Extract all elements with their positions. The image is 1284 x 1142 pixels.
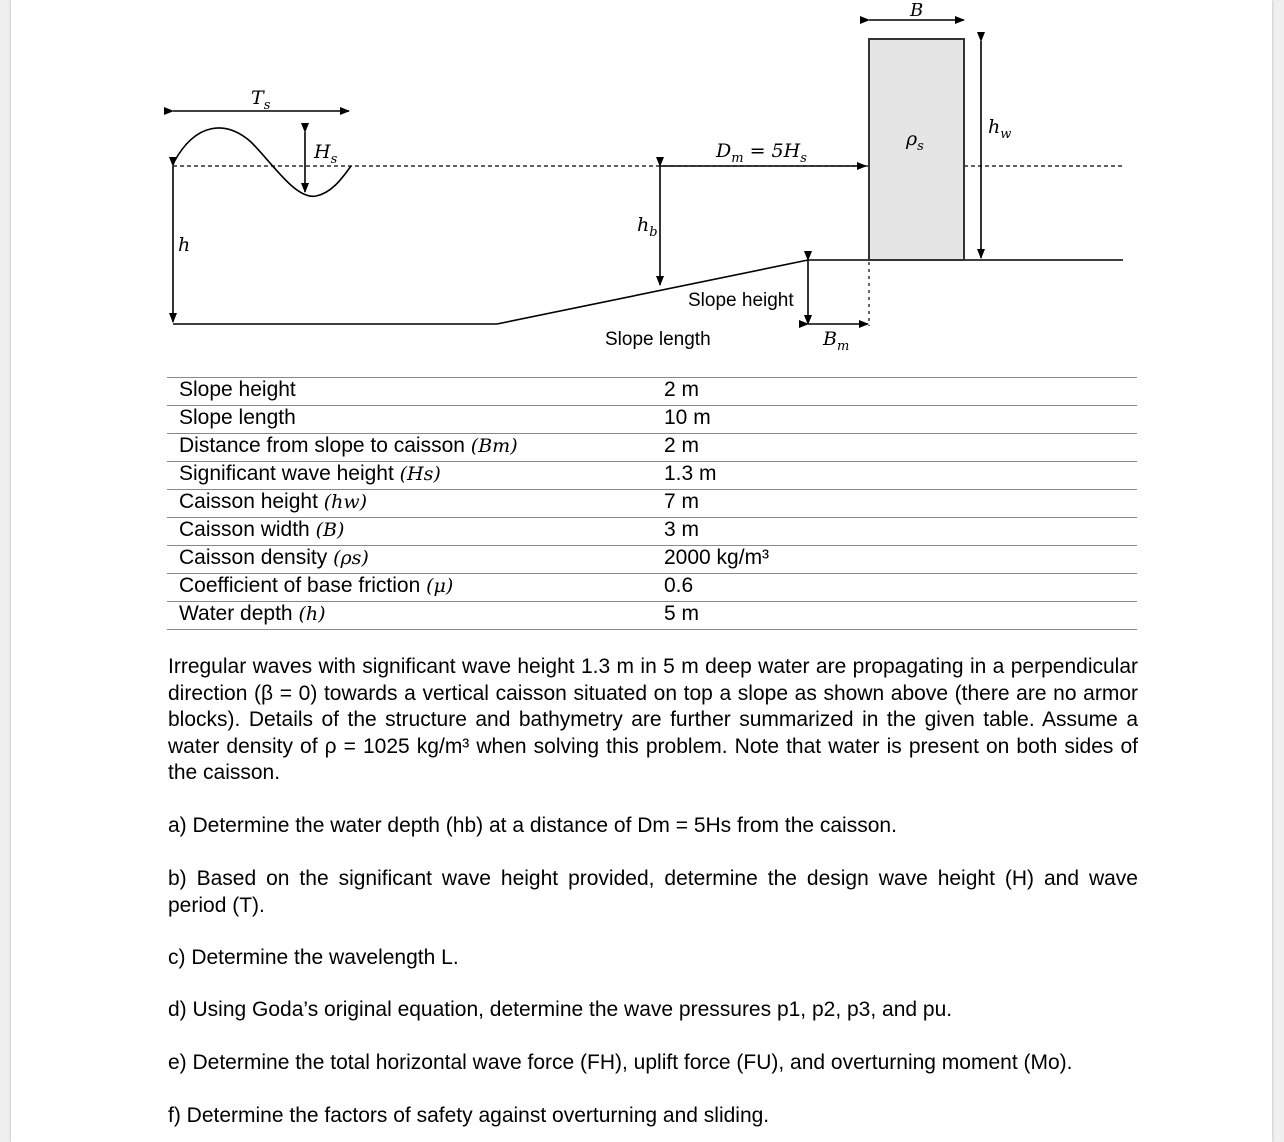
param-label (167, 518, 664, 546)
param-symbol: (Hs) (399, 463, 441, 485)
param-label (167, 490, 664, 518)
param-label (167, 462, 664, 490)
param-label-text: Slope height (179, 378, 296, 401)
label-hb: $h_b$ (637, 214, 658, 240)
problem-intro: Irregular waves with significant wave height 1.3 m in 5 m deep water are propagating in a perpendicular direction (β = 0) towards a vertical caisson situated on top a slope as shown above (there are no armor blocks). Details of the structure and bathymetry are further summarized in the given table. Assume a water density of ρ = 1025 kg/m³ when solving this problem. Note that water is present on both sides of the caisson. (168, 655, 1138, 784)
param-symbol: (μ) (426, 575, 454, 597)
param-label (167, 378, 664, 406)
param-label (167, 602, 664, 630)
param-label-text: Distance from slope to caisson (179, 434, 471, 457)
table-row (167, 574, 1137, 602)
param-value: 7 m (664, 490, 1137, 518)
parameters-table (167, 377, 1137, 630)
document-page (11, 0, 1272, 1142)
label-ts: $T_s$ (251, 87, 271, 113)
param-value: 2 m (664, 434, 1137, 462)
param-label (167, 546, 664, 574)
label-dm: $D_m = 5H_s$ (716, 140, 807, 166)
param-label-text: Caisson density (179, 546, 334, 569)
label-slope-height: Slope height (688, 290, 794, 311)
param-label-text: Significant wave height (179, 462, 400, 485)
table-row (167, 462, 1137, 490)
table-row (167, 406, 1137, 434)
table-row (167, 490, 1137, 518)
label-slope-length: Slope length (605, 329, 711, 350)
param-label (167, 406, 664, 434)
caisson-diagram (11, 0, 1272, 370)
label-h: h (178, 234, 191, 256)
param-symbol: (hw) (323, 491, 368, 513)
label-hw: $h_w$ (988, 116, 1012, 142)
param-value: 1.3 m (664, 462, 1137, 490)
param-symbol: (ρs) (333, 547, 369, 569)
question-e: e) Determine the total horizontal wave force (FH), uplift force (FU), and overturning moment (Mo). (168, 1051, 1073, 1074)
param-label-text: Water depth (179, 602, 299, 625)
label-bm: $B_m$ (823, 328, 850, 354)
param-symbol: (h) (298, 603, 326, 625)
param-symbol: (B) (315, 519, 345, 541)
param-value: 2000 kg/m³ (664, 546, 1137, 574)
param-value: 0.6 (664, 574, 1137, 602)
question-d: d) Using Goda’s original equation, determine the wave pressures p1, p2, p3, and pu. (168, 998, 953, 1021)
param-label-text: Caisson height (179, 490, 324, 513)
question-f: f) Determine the factors of safety against overturning and sliding. (168, 1104, 770, 1127)
table-row (167, 434, 1137, 462)
param-value: 10 m (664, 406, 1137, 434)
param-label-text: Slope length (179, 406, 296, 429)
label-rho-s: $\rho_s$ (906, 128, 924, 154)
table-row (167, 378, 1137, 406)
param-value: 5 m (664, 602, 1137, 630)
param-label-text: Caisson width (179, 518, 316, 541)
param-label (167, 434, 664, 462)
table-row (167, 602, 1137, 630)
param-symbol: (Bm) (470, 435, 518, 457)
param-label-text: Coefficient of base friction (179, 574, 427, 597)
table-row (167, 518, 1137, 546)
param-label (167, 574, 664, 602)
question-b: b) Based on the significant wave height provided, determine the design wave height (H) and wave period (T). (168, 867, 1138, 917)
label-b: B (910, 0, 924, 21)
question-c: c) Determine the wavelength L. (168, 946, 459, 969)
label-hs: $H_s$ (314, 141, 338, 167)
question-a: a) Determine the water depth (hb) at a distance of Dm = 5Hs from the caisson. (168, 814, 897, 837)
param-value: 2 m (664, 378, 1137, 406)
param-value: 3 m (664, 518, 1137, 546)
table-row (167, 546, 1137, 574)
